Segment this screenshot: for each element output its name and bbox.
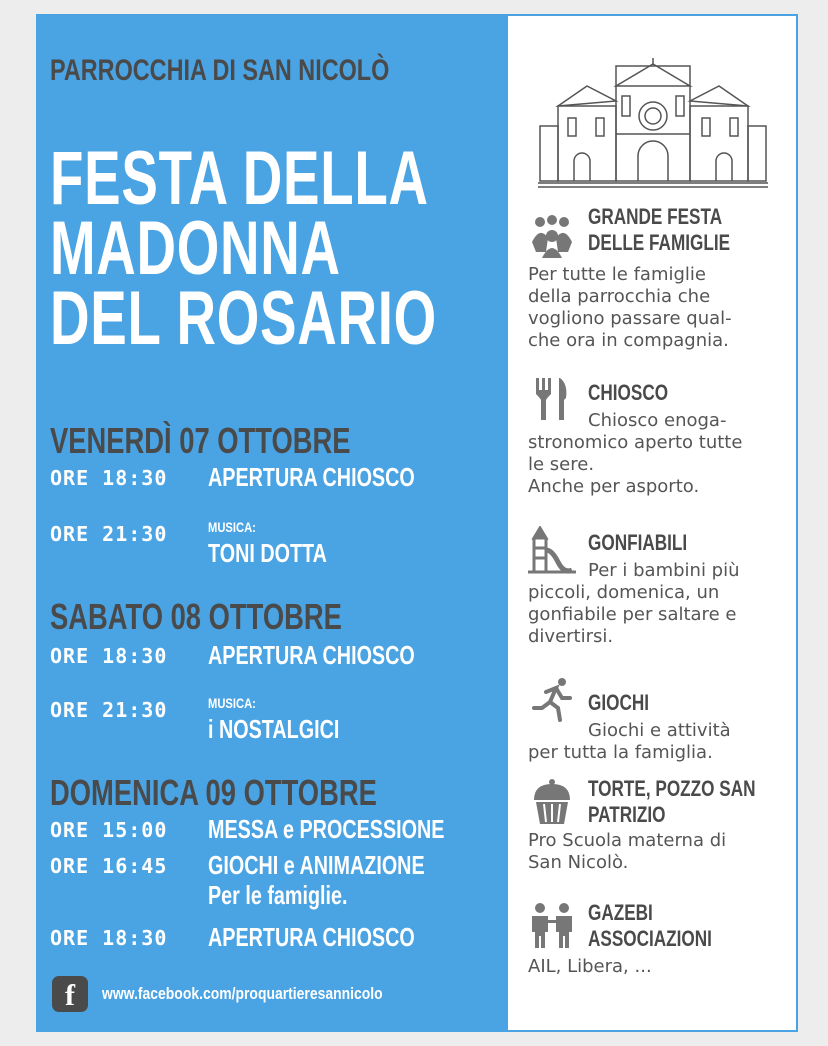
text-line: Per tutte le famiglie <box>528 264 706 285</box>
text-line: piccoli, domenica, un <box>528 582 720 603</box>
activity-description <box>528 410 798 498</box>
two-people-icon <box>528 902 576 950</box>
text-line: Chiosco enoga- <box>588 410 727 431</box>
text-line: divertirsi. <box>528 626 614 647</box>
activity-heading <box>588 776 755 828</box>
activity-description <box>528 830 798 874</box>
day-heading-sunday: DOMENICA 09 OTTOBRE <box>50 772 377 813</box>
text-line: della parrocchia che <box>528 286 711 307</box>
heading-line: GONFIABILI <box>588 530 688 555</box>
day-heading-saturday: SABATO 08 OTTOBRE <box>50 596 342 637</box>
muffin-icon <box>528 778 576 826</box>
event-time: ORE 21:30 <box>50 522 168 546</box>
heading-line: GIOCHI <box>588 690 650 715</box>
running-person-icon <box>528 676 576 724</box>
text-line: Per i bambini più <box>588 560 740 581</box>
activity-heading <box>588 204 730 256</box>
facebook-icon: f <box>52 976 88 1012</box>
parish-name: PARROCCHIA DI SAN NICOLÒ <box>50 54 390 87</box>
event-label: MESSA e PROCESSIONE <box>208 814 445 844</box>
event-label: APERTURA CHIOSCO <box>208 462 415 492</box>
text-line: le sere. <box>528 454 595 475</box>
event-label: GIOCHI e ANIMAZIONE <box>208 850 425 880</box>
text-line: gonfiabile per saltare e <box>528 604 737 625</box>
text-line: vogliono passare qual- <box>528 308 732 329</box>
activity-description <box>528 956 798 978</box>
text-line: AIL, Libera, ... <box>528 956 652 977</box>
event-time: ORE 18:30 <box>50 926 168 950</box>
text-line: che ora in compagnia. <box>528 330 729 351</box>
text-line: Anche per asporto. <box>528 476 700 497</box>
event-time: ORE 18:30 <box>50 466 168 490</box>
title-line: MADONNA <box>50 206 341 291</box>
activity-description <box>528 560 798 648</box>
facebook-link[interactable]: www.facebook.com/proquartieresannicolo <box>102 984 383 1003</box>
event-sublabel: MUSICA: <box>208 695 256 711</box>
text-line: per tutta la famiglia. <box>528 742 713 763</box>
event-poster <box>36 14 798 1032</box>
activities-panel <box>508 16 796 1030</box>
event-label-secondary: Per le famiglie. <box>208 880 348 910</box>
event-time: ORE 16:45 <box>50 854 168 878</box>
event-label: TONI DOTTA <box>208 538 327 568</box>
families-icon <box>528 212 576 260</box>
activity-heading <box>588 690 649 716</box>
title-line: FESTA DELLA <box>50 136 429 221</box>
event-label: APERTURA CHIOSCO <box>208 922 415 952</box>
church-illustration <box>538 56 768 191</box>
event-time: ORE 15:00 <box>50 818 168 842</box>
activity-description <box>528 720 798 764</box>
text-line: San Nicolò. <box>528 852 629 873</box>
schedule-panel <box>38 16 508 1030</box>
title-line: DEL ROSARIO <box>50 276 437 361</box>
activity-heading <box>588 530 687 556</box>
heading-line: CHIOSCO <box>588 380 669 405</box>
heading-line: PATRIZIO <box>588 802 666 827</box>
text-line: stronomico aperto tutte <box>528 432 743 453</box>
event-label: i NOSTALGICI <box>208 714 340 744</box>
event-label: APERTURA CHIOSCO <box>208 640 415 670</box>
text-line: Pro Scuola materna di <box>528 830 727 851</box>
activity-description <box>528 264 798 352</box>
event-time: ORE 21:30 <box>50 698 168 722</box>
text-line: Giochi e attività <box>588 720 731 741</box>
activity-heading <box>588 900 712 952</box>
event-sublabel: MUSICA: <box>208 519 256 535</box>
event-title <box>50 136 437 361</box>
day-heading-friday: VENERDÌ 07 OTTOBRE <box>50 420 351 461</box>
activity-heading <box>588 380 668 406</box>
heading-line: TORTE, POZZO SAN <box>588 776 756 801</box>
heading-line: DELLE FAMIGLIE <box>588 230 731 255</box>
event-time: ORE 18:30 <box>50 644 168 668</box>
heading-line: GRANDE FESTA <box>588 204 723 229</box>
heading-line: GAZEBI <box>588 900 653 925</box>
heading-line: ASSOCIAZIONI <box>588 926 712 951</box>
